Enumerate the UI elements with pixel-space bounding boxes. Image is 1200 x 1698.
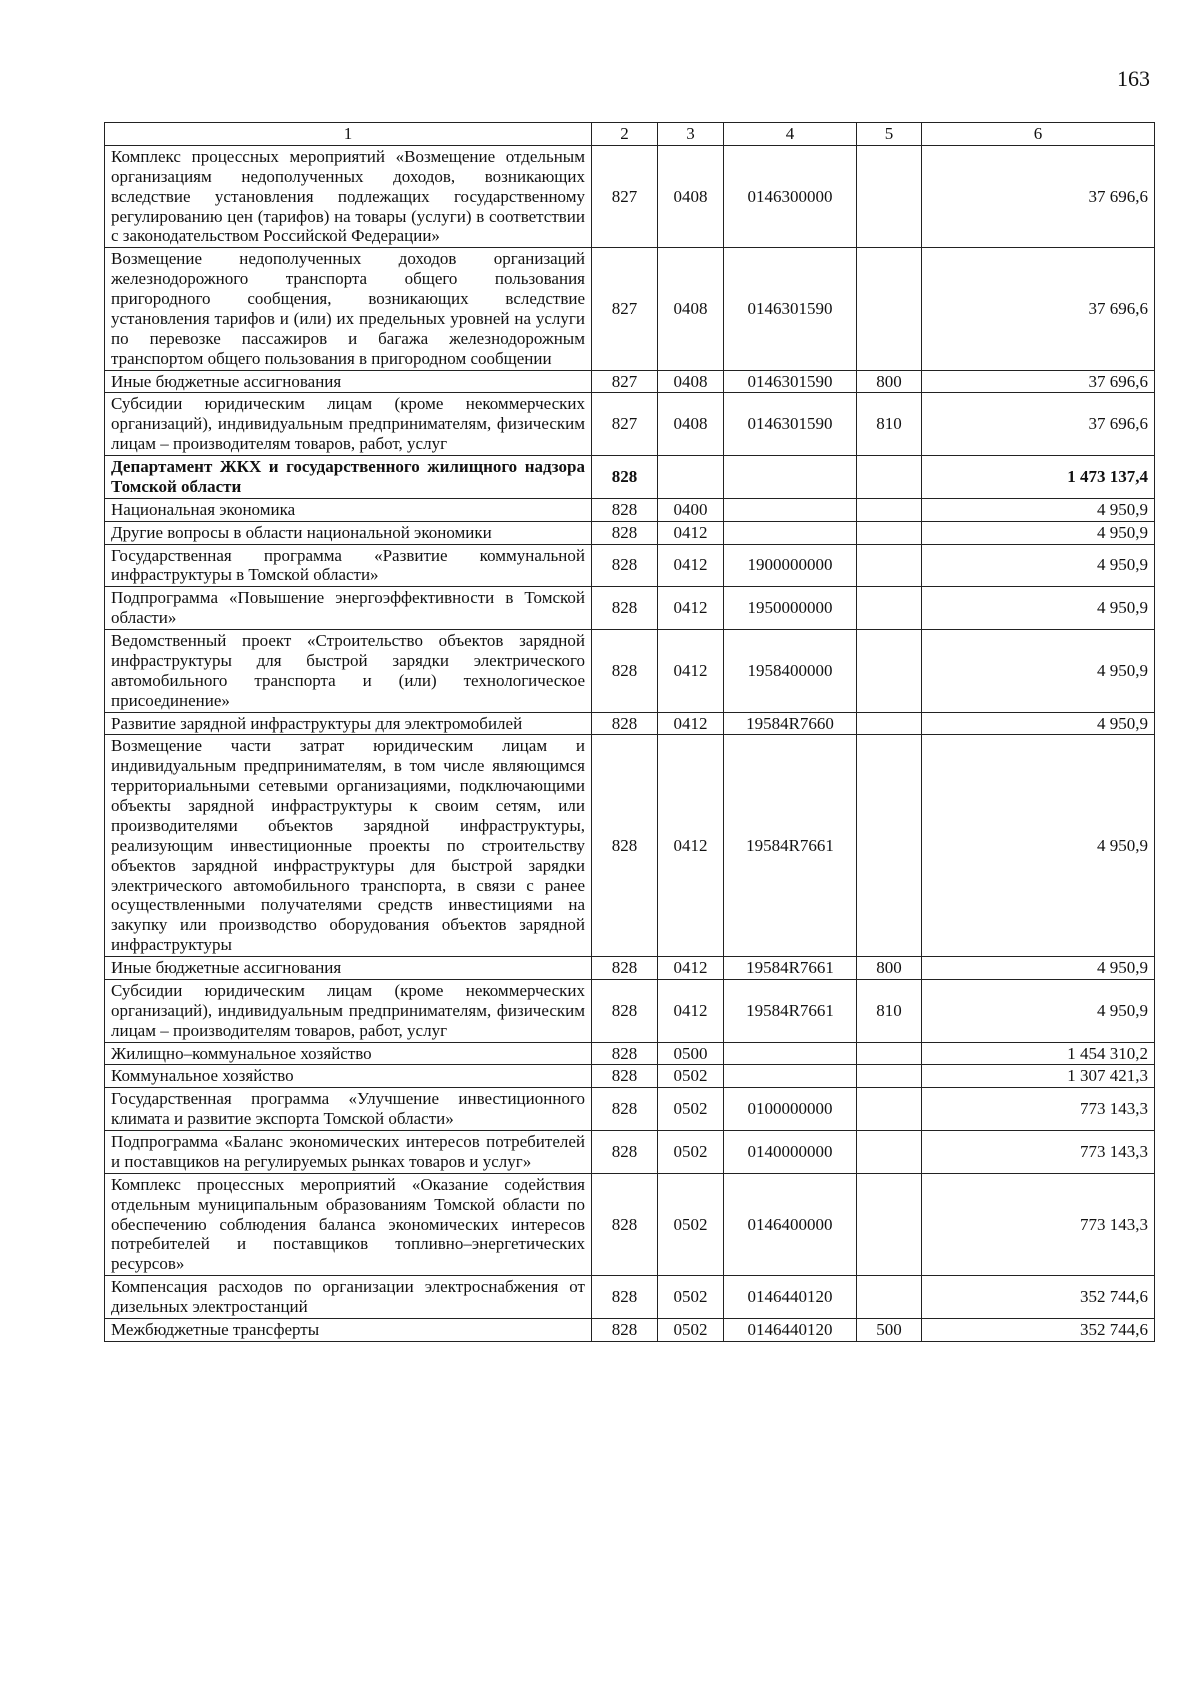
section-code: 0502 <box>658 1173 724 1275</box>
table-row <box>105 1173 1155 1275</box>
target-article-code: 0140000000 <box>724 1131 857 1174</box>
section-code: 0400 <box>658 498 724 521</box>
expense-type-code: 810 <box>857 393 922 456</box>
table-row <box>105 1276 1155 1319</box>
ministry-code: 828 <box>592 1042 658 1065</box>
section-code: 0502 <box>658 1131 724 1174</box>
table-row <box>105 587 1155 630</box>
expense-type-code <box>857 456 922 499</box>
target-article-code <box>724 1042 857 1065</box>
row-name: Подпрограмма «Повышение энергоэффективности в Томской области» <box>105 587 592 630</box>
section-code: 0412 <box>658 957 724 980</box>
table-row <box>105 248 1155 370</box>
amount: 4 950,9 <box>922 544 1155 587</box>
amount: 4 950,9 <box>922 587 1155 630</box>
amount: 37 696,6 <box>922 393 1155 456</box>
target-article-code: 0100000000 <box>724 1088 857 1131</box>
table-row <box>105 544 1155 587</box>
department-row <box>105 456 1155 499</box>
table-row <box>105 1088 1155 1131</box>
ministry-code: 828 <box>592 735 658 957</box>
section-code: 0502 <box>658 1065 724 1088</box>
expense-type-code <box>857 1131 922 1174</box>
expense-type-code: 800 <box>857 370 922 393</box>
section-code: 0502 <box>658 1276 724 1319</box>
target-article-code: 0146301590 <box>724 248 857 370</box>
ministry-code: 828 <box>592 544 658 587</box>
target-article-code: 0146301590 <box>724 393 857 456</box>
amount: 4 950,9 <box>922 735 1155 957</box>
section-code: 0412 <box>658 979 724 1042</box>
amount: 773 143,3 <box>922 1088 1155 1131</box>
amount: 773 143,3 <box>922 1173 1155 1275</box>
table-row <box>105 957 1155 980</box>
amount: 37 696,6 <box>922 248 1155 370</box>
row-name: Иные бюджетные ассигнования <box>105 370 592 393</box>
table-row <box>105 145 1155 247</box>
ministry-code: 828 <box>592 587 658 630</box>
table-row <box>105 521 1155 544</box>
ministry-code: 828 <box>592 630 658 713</box>
ministry-code: 827 <box>592 370 658 393</box>
expense-type-code <box>857 248 922 370</box>
ministry-code: 828 <box>592 1065 658 1088</box>
target-article-code: 0146300000 <box>724 145 857 247</box>
target-article-code <box>724 456 857 499</box>
section-code: 0500 <box>658 1042 724 1065</box>
table-row <box>105 1131 1155 1174</box>
row-name: Национальная экономика <box>105 498 592 521</box>
row-name: Иные бюджетные ассигнования <box>105 957 592 980</box>
section-code: 0502 <box>658 1318 724 1341</box>
ministry-code: 828 <box>592 498 658 521</box>
expense-type-code <box>857 544 922 587</box>
target-article-code <box>724 1065 857 1088</box>
target-article-code: 0146400000 <box>724 1173 857 1275</box>
amount: 4 950,9 <box>922 521 1155 544</box>
expense-type-code <box>857 712 922 735</box>
amount: 37 696,6 <box>922 145 1155 247</box>
table-row <box>105 370 1155 393</box>
target-article-code: 19584R7661 <box>724 979 857 1042</box>
expense-type-code <box>857 1088 922 1131</box>
ministry-code: 828 <box>592 521 658 544</box>
ministry-code: 827 <box>592 248 658 370</box>
amount: 4 950,9 <box>922 957 1155 980</box>
row-name: Государственная программа «Развитие коммунальной инфраструктуры в Томской области» <box>105 544 592 587</box>
row-name: Подпрограмма «Баланс экономических интересов потребителей и поставщиков на регулируемых рынках товаров и услуг» <box>105 1131 592 1174</box>
section-code: 0412 <box>658 521 724 544</box>
ministry-code: 828 <box>592 957 658 980</box>
header-cell: 4 <box>724 123 857 146</box>
ministry-code: 828 <box>592 979 658 1042</box>
expense-type-code <box>857 735 922 957</box>
amount: 352 744,6 <box>922 1318 1155 1341</box>
section-code: 0408 <box>658 145 724 247</box>
table-row <box>105 712 1155 735</box>
expense-type-code: 500 <box>857 1318 922 1341</box>
expense-type-code <box>857 498 922 521</box>
page-number: 163 <box>1117 66 1150 91</box>
amount: 4 950,9 <box>922 712 1155 735</box>
ministry-code: 828 <box>592 1276 658 1319</box>
row-name: Департамент ЖКХ и государственного жилищного надзора Томской области <box>105 456 592 499</box>
amount: 1 454 310,2 <box>922 1042 1155 1065</box>
expense-type-code: 800 <box>857 957 922 980</box>
row-name: Ведомственный проект «Строительство объектов зарядной инфраструктуры для быстрой зарядки электрического автомобильного транспорта и (или) технологическое присоединение» <box>105 630 592 713</box>
target-article-code: 19584R7661 <box>724 735 857 957</box>
row-name: Государственная программа «Улучшение инвестиционного климата и развитие экспорта Томской области» <box>105 1088 592 1131</box>
expense-type-code <box>857 630 922 713</box>
row-name: Коммунальное хозяйство <box>105 1065 592 1088</box>
row-name: Другие вопросы в области национальной экономики <box>105 521 592 544</box>
ministry-code: 827 <box>592 145 658 247</box>
section-code: 0412 <box>658 712 724 735</box>
budget-table <box>104 122 1155 1342</box>
ministry-code: 828 <box>592 712 658 735</box>
amount: 773 143,3 <box>922 1131 1155 1174</box>
column-number-header <box>105 123 1155 146</box>
row-name: Развитие зарядной инфраструктуры для электромобилей <box>105 712 592 735</box>
ministry-code: 827 <box>592 393 658 456</box>
amount: 4 950,9 <box>922 498 1155 521</box>
amount: 1 307 421,3 <box>922 1065 1155 1088</box>
section-code: 0412 <box>658 544 724 587</box>
row-name: Возмещение части затрат юридическим лицам и индивидуальным предпринимателям, в том числе являющимся территориальными сетевыми организациями, подключающими объекты зарядной инфраструктуры к своим сетям, или производителями объектов зарядной инфраструктуры, реализующим инвестиционные проекты по строительству объектов зарядной инфраструктуры для быстрой зарядки электрического автомобильного транспорта, в связи с ранее осуществленными получателями средств инвестициями на закупку или производство оборудования объектов зарядной инфраструктуры <box>105 735 592 957</box>
section-code: 0412 <box>658 630 724 713</box>
section-code <box>658 456 724 499</box>
table-row <box>105 1065 1155 1088</box>
target-article-code: 1958400000 <box>724 630 857 713</box>
expense-type-code <box>857 1173 922 1275</box>
expense-type-code <box>857 1065 922 1088</box>
target-article-code: 19584R7661 <box>724 957 857 980</box>
section-code: 0502 <box>658 1088 724 1131</box>
table-row <box>105 735 1155 957</box>
ministry-code: 828 <box>592 456 658 499</box>
header-cell: 3 <box>658 123 724 146</box>
expense-type-code <box>857 1276 922 1319</box>
header-cell: 2 <box>592 123 658 146</box>
ministry-code: 828 <box>592 1318 658 1341</box>
row-name: Субсидии юридическим лицам (кроме некоммерческих организаций), индивидуальным предпринимателям, физическим лицам – производителям товаров, работ, услуг <box>105 979 592 1042</box>
section-code: 0408 <box>658 393 724 456</box>
expense-type-code <box>857 587 922 630</box>
ministry-code: 828 <box>592 1131 658 1174</box>
header-cell: 6 <box>922 123 1155 146</box>
amount: 37 696,6 <box>922 370 1155 393</box>
section-code: 0408 <box>658 370 724 393</box>
table-row <box>105 630 1155 713</box>
amount: 1 473 137,4 <box>922 456 1155 499</box>
table-row <box>105 498 1155 521</box>
section-code: 0408 <box>658 248 724 370</box>
target-article-code: 0146440120 <box>724 1276 857 1319</box>
row-name: Субсидии юридическим лицам (кроме некоммерческих организаций), индивидуальным предпринимателям, физическим лицам – производителям товаров, работ, услуг <box>105 393 592 456</box>
target-article-code <box>724 498 857 521</box>
target-article-code: 1900000000 <box>724 544 857 587</box>
target-article-code: 1950000000 <box>724 587 857 630</box>
amount: 4 950,9 <box>922 630 1155 713</box>
expense-type-code <box>857 1042 922 1065</box>
header-cell: 1 <box>105 123 592 146</box>
row-name: Комплекс процессных мероприятий «Возмещение отдельным организациям недополученных доходов, возникающих вследствие установления подлежащих государственному регулированию цен (тарифов) на товары (услуги) в соответствии с законодательством Российской Федерации» <box>105 145 592 247</box>
header-cell: 5 <box>857 123 922 146</box>
amount: 4 950,9 <box>922 979 1155 1042</box>
ministry-code: 828 <box>592 1173 658 1275</box>
table-row <box>105 979 1155 1042</box>
row-name: Межбюджетные трансферты <box>105 1318 592 1341</box>
target-article-code: 0146301590 <box>724 370 857 393</box>
amount: 352 744,6 <box>922 1276 1155 1319</box>
ministry-code: 828 <box>592 1088 658 1131</box>
row-name: Компенсация расходов по организации электроснабжения от дизельных электростанций <box>105 1276 592 1319</box>
expense-type-code <box>857 145 922 247</box>
target-article-code: 0146440120 <box>724 1318 857 1341</box>
section-code: 0412 <box>658 587 724 630</box>
row-name: Комплекс процессных мероприятий «Оказание содействия отдельным муниципальным образованиям Томской области по обеспечению соблюдения баланса экономических интересов потребителей и поставщиков топливно–энергетических ресурсов» <box>105 1173 592 1275</box>
section-code: 0412 <box>658 735 724 957</box>
table-row <box>105 1318 1155 1341</box>
row-name: Жилищно–коммунальное хозяйство <box>105 1042 592 1065</box>
expense-type-code <box>857 521 922 544</box>
expense-type-code: 810 <box>857 979 922 1042</box>
target-article-code <box>724 521 857 544</box>
table-row <box>105 1042 1155 1065</box>
row-name: Возмещение недополученных доходов организаций железнодорожного транспорта общего пользования пригородного сообщения, возникающих вследствие установления тарифов и (или) их предельных уровней на услуги по перевозке пассажиров и багажа железнодорожным транспортом общего пользования в пригородном сообщении <box>105 248 592 370</box>
table-row <box>105 393 1155 456</box>
target-article-code: 19584R7660 <box>724 712 857 735</box>
